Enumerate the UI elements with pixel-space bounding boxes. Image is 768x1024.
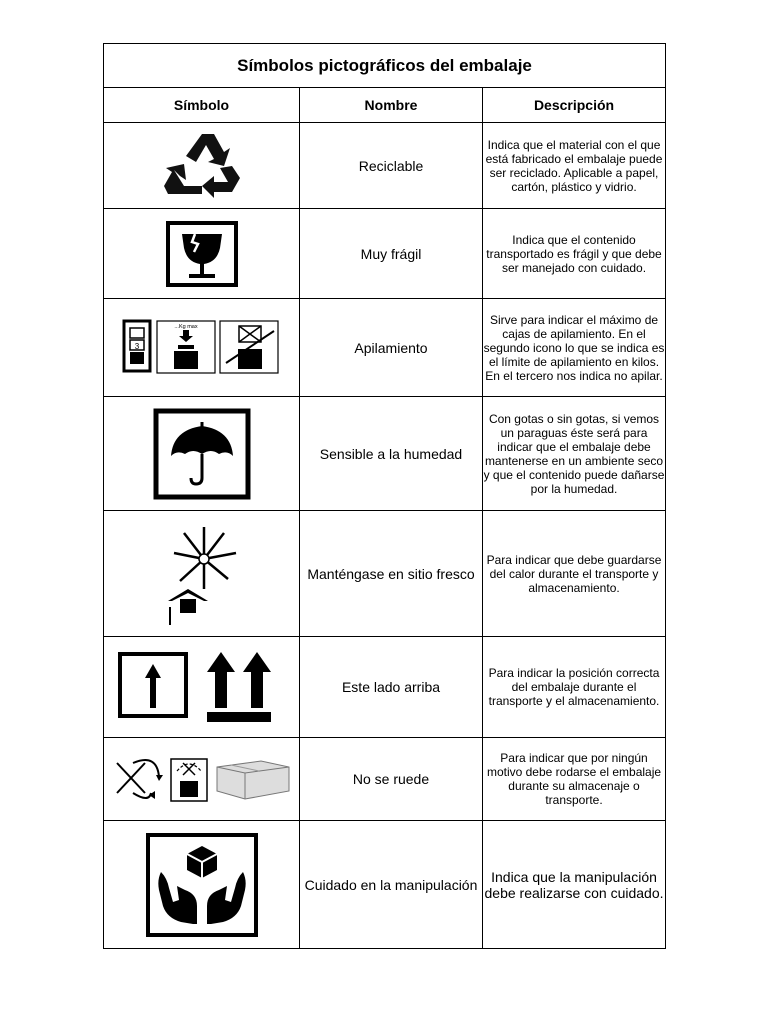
header-description: Descripción [483, 88, 666, 123]
stacking-icons [122, 319, 282, 377]
table-row [104, 209, 666, 299]
header-name: Nombre [300, 88, 483, 123]
row-description: Para indicar que debe guardarse del calor durante el transporte y almacenamiento. [483, 511, 666, 637]
handle-with-care-icon [145, 832, 259, 938]
table-title: Símbolos pictográficos del embalaje [104, 44, 666, 88]
symbol-cell [104, 209, 300, 299]
table-row [104, 738, 666, 821]
row-name: Sensible a la humedad [300, 397, 483, 511]
title-row [104, 44, 666, 88]
table-row [104, 637, 666, 738]
this-side-up-icon [117, 648, 287, 726]
row-description: Con gotas o sin gotas, si vemos un paraguas éste será para indicar que el embalaje debe mantenerse en un ambiente seco y que el contenido puede dañarse por la humedad. [483, 397, 666, 511]
symbol-cell [104, 738, 300, 821]
row-description: Para indicar que por ningún motivo debe rodarse el embalaje durante su almacenaje o transporte. [483, 738, 666, 821]
row-name: Este lado arriba [300, 637, 483, 738]
row-description: Para indicar la posición correcta del embalaje durante el transporte y el almacenamiento. [483, 637, 666, 738]
table-row [104, 821, 666, 949]
table-row [104, 123, 666, 209]
sun-heat-icon [152, 519, 252, 629]
stack-limit-text: 3 [134, 341, 139, 351]
symbol-cell [104, 397, 300, 511]
symbols-table [103, 43, 666, 949]
symbol-cell [104, 637, 300, 738]
symbol-cell [104, 511, 300, 637]
table-row [104, 397, 666, 511]
row-description: Indica que la manipulación debe realizarse con cuidado. [483, 821, 666, 949]
header-row [104, 88, 666, 123]
row-name: Cuidado en la manipulación [300, 821, 483, 949]
weight-limit-text: ...Kg max [173, 323, 198, 330]
symbol-cell [104, 299, 300, 397]
row-description: Indica que el material con el que está fabricado el embalaje puede ser reciclado. Aplicable a papel, cartón, plástico y vidrio. [483, 123, 666, 209]
recycle-icon [162, 132, 242, 200]
fragile-glass-icon [165, 220, 239, 288]
row-name: Muy frágil [300, 209, 483, 299]
row-name: Apilamiento [300, 299, 483, 397]
header-symbol: Símbolo [104, 88, 300, 123]
symbol-cell [104, 123, 300, 209]
table-row [104, 511, 666, 637]
symbol-cell [104, 821, 300, 949]
row-name: Manténgase en sitio fresco [300, 511, 483, 637]
row-name: No se ruede [300, 738, 483, 821]
row-description: Sirve para indicar el máximo de cajas de apilamiento. En el segundo icono lo que se indica es el límite de apilamiento en kilos. En el tercero nos indica no apilar. [483, 299, 666, 397]
do-not-roll-icon [113, 753, 291, 805]
umbrella-icon [153, 408, 251, 500]
table-row [104, 299, 666, 397]
row-name: Reciclable [300, 123, 483, 209]
row-description: Indica que el contenido transportado es frágil y que debe ser manejado con cuidado. [483, 209, 666, 299]
